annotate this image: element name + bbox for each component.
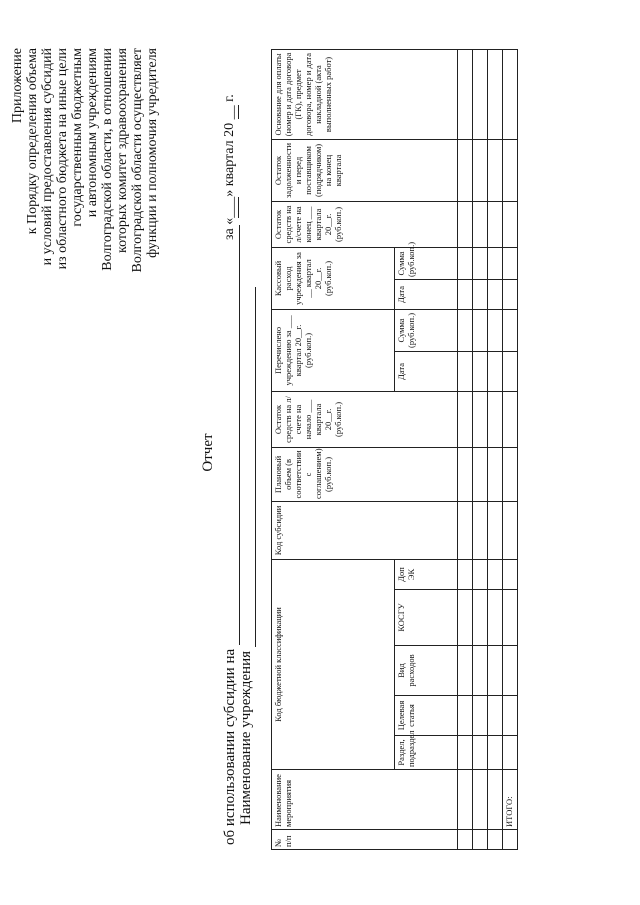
period-suffix: г. <box>222 94 237 102</box>
report-title: Отчет <box>200 433 216 472</box>
col-num-header: № п/п <box>272 830 458 850</box>
report-table <box>271 49 518 850</box>
period-mid: » квартал 20 <box>222 122 237 197</box>
institution-field[interactable] <box>238 287 256 647</box>
col-kosgu-header: КОСГУ <box>395 590 458 646</box>
appendix-line: государственным бюджетным <box>70 48 85 227</box>
col-basis-header: Основание для оплаты (номер и дата договора (ГК), предмет договора, номер и дата накладной (акта выполненных работ) <box>272 49 458 139</box>
appendix-line: к Порядку определения объема <box>25 48 40 235</box>
col-debt-header: Остаток задолженности и перед поставщиком (подрядчиком) на конец квартала <box>272 139 458 201</box>
header-row-1 <box>272 49 395 849</box>
institution-line <box>238 287 256 825</box>
appendix-line: Волгоградской области, в отношении <box>100 48 115 271</box>
col-cash-header: Кассовый расход учреждения за __ квартал 20__г. (руб.коп.) <box>272 247 395 309</box>
total-label: ИТОГО: <box>503 770 518 830</box>
total-row <box>503 49 518 849</box>
table-row <box>458 49 473 849</box>
col-balance-start-header: Остаток средств на л/счете на начало ___ квартала 20__г. (руб.коп.) <box>272 391 458 447</box>
appendix-line: Приложение <box>10 48 25 124</box>
col-cash-sum-header: Сумма (руб.коп.) <box>395 247 458 279</box>
appendix-line: и условий предоставления субсидий <box>40 48 55 266</box>
col-expense-type-header: Вид расходов <box>395 646 458 696</box>
appendix-line: Волгоградской области осуществляет <box>130 48 145 273</box>
appendix-line: функции и полномочия учредителя <box>145 48 160 258</box>
col-section-header: Раздел, подраздел <box>395 736 458 770</box>
col-transfer-date-header: Дата <box>395 351 458 391</box>
col-subsidy-code-header: Код субсидии <box>272 501 458 559</box>
institution-label: Наименование учреждения <box>238 650 254 825</box>
col-dop-ek-header: Доп ЭК <box>395 559 458 589</box>
appendix-line: и автономным учреждениям <box>85 48 100 218</box>
col-cash-date-header: Дата <box>395 279 458 309</box>
period-day-field[interactable]: ___ <box>222 196 237 218</box>
period-year-field[interactable]: __ <box>222 105 237 120</box>
table-row <box>473 49 488 849</box>
appendix-block <box>10 48 160 508</box>
col-transfer-sum-header: Сумма (руб.коп.) <box>395 309 458 351</box>
col-name-header: Наименование мероприятия <box>272 770 458 830</box>
col-target-header: Целевая статья <box>395 696 458 736</box>
col-balance-end-header: Остаток средств на л/счете на конец ___ квартала 20__г. (руб.коп.) <box>272 201 458 247</box>
col-transfer-header: Перечислено учреждению за ___ квартал 20__г. (руб.коп.) <box>272 309 395 391</box>
appendix-line: из областного бюджета на иные цели <box>55 48 70 270</box>
report-period <box>222 94 239 240</box>
table-row <box>488 49 503 849</box>
report-subtitle: об использовании субсидии на <box>222 648 238 845</box>
col-budget-code-header: Код бюджетной классификации <box>272 559 395 769</box>
appendix-line: которых комитет здравоохранения <box>115 48 130 253</box>
col-plan-header: Плановый объем (в соответствии с соглашением) (руб.коп.) <box>272 447 458 501</box>
period-prefix: за « <box>222 217 237 240</box>
